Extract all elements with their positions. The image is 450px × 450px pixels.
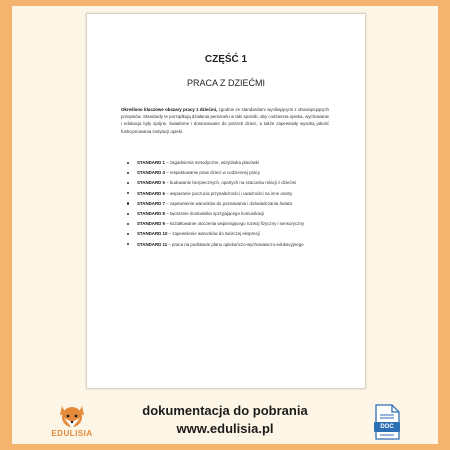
logo-text: EDULISIA xyxy=(51,429,93,438)
document-subheading: PRACA Z DZIEĆMI xyxy=(186,78,265,88)
standard-text: – respektowanie praw dzieci w codziennej pracy xyxy=(164,170,260,176)
standard-label: STANDARD 8 xyxy=(137,211,165,217)
left-stripe xyxy=(0,0,12,450)
standard-text: – budowanie bezpiecznych, opartych na szacunku relacji z dziećmi xyxy=(164,180,297,186)
standard-label: STANDARD 11 xyxy=(137,241,168,247)
standard-item xyxy=(121,179,329,186)
bullet-dot xyxy=(127,202,129,204)
standard-label: STANDARD 6 xyxy=(137,190,165,196)
bullet-dot xyxy=(127,233,129,235)
footer-website[interactable]: www.edulisia.pl xyxy=(176,421,274,436)
bullet-dot xyxy=(127,223,129,225)
standard-item xyxy=(121,159,329,166)
standard-label: STANDARD 9 xyxy=(137,221,165,227)
document-page xyxy=(86,13,366,389)
bullet-dot xyxy=(127,162,129,164)
standards-list xyxy=(121,159,329,251)
bottom-stripe xyxy=(0,444,450,450)
standard-item xyxy=(121,200,329,207)
standard-item xyxy=(121,220,329,227)
bullet-dot xyxy=(127,182,129,184)
standard-item xyxy=(121,190,329,197)
standard-label: STANDARD 5 xyxy=(137,180,165,186)
intro-paragraph xyxy=(121,106,329,135)
standard-text: – praca na podstawie planu opiekuńczo-wychowawczo-edukacyjnego xyxy=(167,241,304,247)
standard-label: STANDARD 7 xyxy=(137,200,165,206)
standard-label: STANDARD 1 xyxy=(137,160,165,165)
standard-text: – zapewnienie warunków do twórczej ekspresji xyxy=(167,231,260,237)
doc-file-icon[interactable] xyxy=(372,404,402,440)
bullet-dot xyxy=(127,172,129,174)
standard-text: – zapewnienie warunków do poznawania i doświadczania świata xyxy=(164,200,292,206)
standard-item xyxy=(121,210,329,217)
standard-text: – zagadnienia metodyczne, wizytówka placówki xyxy=(164,160,259,165)
bullet-dot xyxy=(127,192,129,194)
standard-text: – wspieranie poczucia przynależności i uważności na inne osoby xyxy=(164,190,293,196)
footer-line-1: dokumentacja do pobrania xyxy=(142,403,308,418)
bullet-dot xyxy=(127,213,129,215)
standard-item xyxy=(121,230,329,237)
standard-label: STANDARD 10 xyxy=(137,231,168,237)
intro-bold: Określono kluczowe obszary pracy z dziećmi, xyxy=(121,107,218,112)
doc-label: DOC xyxy=(374,422,400,432)
bullet-dot xyxy=(127,243,129,245)
standard-item xyxy=(121,241,329,248)
top-stripe xyxy=(0,0,450,6)
standard-label: STANDARD 4 xyxy=(137,170,165,176)
standard-text: – kształtowanie otoczenia wspierającego rozwój fizyczny i sensoryczny xyxy=(164,221,305,227)
document-heading: CZĘŚĆ 1 xyxy=(204,54,248,65)
standard-item xyxy=(121,169,329,176)
intro-text: zgodnie ze standardami wynikającymi z obowiązujących przepisów. Standardy te porządkują działania personelu w taki sposób, aby codzienna opieka, wychowanie i edukacja były spójne, świadome i dostosowane do potrzeb dzieci, a także zapewniały wysoką jakość funkcjonowania instytucji opieki. xyxy=(121,107,329,134)
standard-text: – tworzenie środowiska sprzyjającego komunikacji xyxy=(164,211,265,217)
right-stripe xyxy=(438,0,450,450)
